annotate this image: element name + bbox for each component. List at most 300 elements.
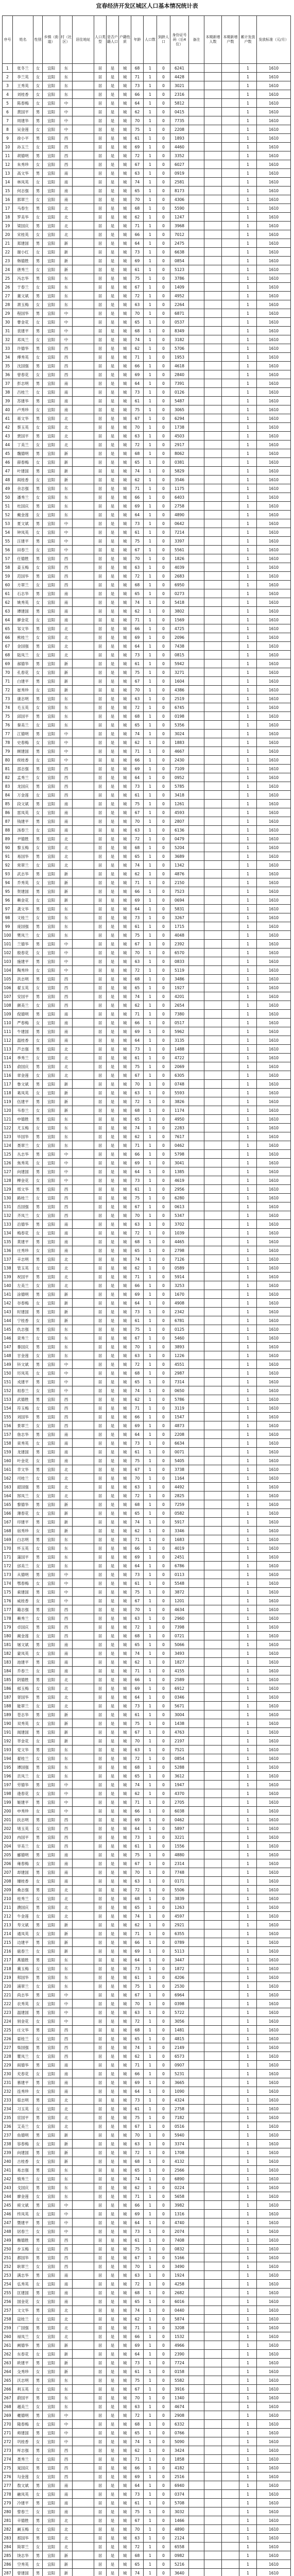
table-cell: 1 <box>239 2131 257 2140</box>
table-cell <box>189 2271 204 2280</box>
table-cell <box>189 1325 204 1334</box>
table-cell: 1 <box>239 1597 257 1605</box>
table-cell: 男 <box>33 1833 43 1842</box>
table-cell: 新 <box>60 896 73 905</box>
table-cell: 中 <box>60 1150 73 1159</box>
table-cell: 韶国强 <box>13 1483 33 1492</box>
table-cell: 男 <box>33 1693 43 1702</box>
table-cell: 66 <box>131 2070 144 2078</box>
table-cell: 0 <box>157 1632 170 1640</box>
table-cell: 0 <box>157 1456 170 1465</box>
table-cell: 是 <box>107 703 119 712</box>
table-cell <box>73 1001 94 1010</box>
table-cell: 4876 <box>170 870 189 878</box>
table-cell: 女 <box>33 563 43 572</box>
table-cell: 宜阳 <box>43 1238 60 1246</box>
table-cell: 0 <box>157 178 170 187</box>
table-cell: 是 <box>107 2324 119 2332</box>
table-cell: 男 <box>33 502 43 511</box>
table-cell <box>222 81 239 90</box>
table-cell: 城 <box>119 1010 131 1019</box>
table-cell: 城 <box>119 2113 131 2122</box>
table-cell <box>189 1360 204 1369</box>
table-cell: 城 <box>119 773 131 782</box>
table-cell <box>204 1395 222 1404</box>
table-cell: 新 <box>60 1938 73 1947</box>
table-cell: 女 <box>33 1124 43 1132</box>
table-cell: 1610 <box>257 1623 291 1632</box>
table-cell: 居 <box>94 1343 107 1351</box>
table-cell <box>204 712 222 721</box>
table-cell: 居 <box>94 2122 107 2131</box>
table-cell: 宜阳 <box>43 1027 60 1036</box>
table-cell: 城 <box>119 878 131 887</box>
table-cell: 刘国华 <box>13 1413 33 1421</box>
table-cell: 0 <box>157 1851 170 1859</box>
table-cell: 1893 <box>170 134 189 143</box>
table-row <box>3 493 291 502</box>
table-cell: 139 <box>3 1273 13 1281</box>
table-cell <box>73 73 94 81</box>
table-cell: 居 <box>94 169 107 178</box>
table-cell <box>73 721 94 730</box>
table-cell: 宜阳 <box>43 1579 60 1588</box>
table-cell: 109 <box>3 1010 13 1019</box>
table-cell: 宜阳 <box>43 1605 60 1614</box>
table-cell: 1610 <box>257 765 291 773</box>
table-cell: 1263 <box>170 1903 189 1912</box>
table-cell <box>222 1649 239 1658</box>
table-cell: 1 <box>239 1351 257 1360</box>
table-cell: 1610 <box>257 589 291 598</box>
table-row <box>3 2341 291 2350</box>
table-cell: 宜阳 <box>43 81 60 90</box>
table-cell: 1 <box>239 677 257 686</box>
table-cell: 0 <box>157 195 170 204</box>
table-cell: 是 <box>107 2183 119 2192</box>
table-cell: 0 <box>157 677 170 686</box>
table-cell: 是 <box>107 1351 119 1360</box>
table-cell: 1342 <box>170 861 189 870</box>
table-cell: 城 <box>119 248 131 257</box>
table-cell: 宜阳 <box>43 309 60 318</box>
table-cell: 男 <box>33 607 43 616</box>
table-cell <box>189 2253 204 2262</box>
table-cell: 0 <box>157 1614 170 1623</box>
table-cell: 1610 <box>257 432 291 440</box>
table-cell <box>189 1553 204 1562</box>
table-cell: 女 <box>33 2052 43 2061</box>
table-cell: 宜阳 <box>43 195 60 204</box>
table-cell: 0 <box>157 1089 170 1097</box>
table-cell: 城 <box>119 642 131 651</box>
table-cell: 姜玉梅 <box>13 563 33 572</box>
table-cell <box>204 423 222 432</box>
table-cell: 1 <box>144 2280 157 2289</box>
table-cell: 女 <box>33 2140 43 2148</box>
table-cell <box>73 1027 94 1036</box>
table-cell <box>204 861 222 870</box>
table-cell: 1 <box>239 1027 257 1036</box>
table-cell: 东 <box>60 913 73 922</box>
table-cell: 2451 <box>170 1553 189 1562</box>
table-cell <box>73 738 94 747</box>
table-cell: 西 <box>60 1421 73 1430</box>
table-cell: 宜阳 <box>43 353 60 362</box>
table-cell: 韦春兰 <box>13 1106 33 1115</box>
table-row <box>3 913 291 922</box>
table-cell: 1 <box>239 2192 257 2201</box>
table-cell: 居 <box>94 878 107 887</box>
table-cell: 城 <box>119 423 131 432</box>
table-cell: 居 <box>94 2289 107 2297</box>
table-row <box>3 2210 291 2218</box>
table-cell: 郝德华 <box>13 659 33 668</box>
table-cell: 是 <box>107 1938 119 1947</box>
table-cell <box>189 1071 204 1080</box>
table-cell: 65 <box>131 852 144 861</box>
table-cell: 是 <box>107 1062 119 1071</box>
table-row <box>3 1351 291 1360</box>
table-cell: 晏桂兰 <box>13 2035 33 2043</box>
table-cell: 是 <box>107 230 119 239</box>
table-cell: 1610 <box>257 248 291 257</box>
table-cell: 162 <box>3 1474 13 1483</box>
table-cell <box>204 773 222 782</box>
table-cell: 城 <box>119 905 131 913</box>
table-cell: 宜阳 <box>43 651 60 659</box>
table-cell: 0 <box>157 2148 170 2157</box>
table-cell: 城 <box>119 712 131 721</box>
table-cell: 1 <box>239 2140 257 2148</box>
table-cell: 5829 <box>170 467 189 476</box>
table-cell <box>204 1851 222 1859</box>
table-cell: 51 <box>3 502 13 511</box>
table-cell: 1 <box>239 931 257 940</box>
table-cell: 65 <box>131 1903 144 1912</box>
table-cell: 0815 <box>170 651 189 659</box>
table-cell <box>73 940 94 948</box>
table-cell: 是 <box>107 1290 119 1299</box>
table-cell: 申德胜 <box>13 1115 33 1124</box>
table-cell: 宜阳 <box>43 1448 60 1456</box>
table-cell: 是 <box>107 1614 119 1623</box>
table-cell <box>73 335 94 344</box>
table-cell <box>189 1868 204 1877</box>
table-cell: 宜阳 <box>43 1964 60 1973</box>
table-cell: 居 <box>94 1010 107 1019</box>
table-cell <box>204 633 222 642</box>
table-cell: 5786 <box>170 1395 189 1404</box>
table-cell <box>189 948 204 957</box>
table-cell: 西 <box>60 581 73 589</box>
table-cell: 宜阳 <box>43 1763 60 1772</box>
table-cell <box>73 405 94 414</box>
table-cell: 是 <box>107 940 119 948</box>
table-cell: 5561 <box>170 546 189 554</box>
table-cell <box>73 1159 94 1167</box>
table-cell: 居 <box>94 493 107 502</box>
table-cell: 66 <box>131 2201 144 2210</box>
table-cell: 南 <box>60 379 73 388</box>
table-cell: 1610 <box>257 1456 291 1465</box>
table-cell: 0 <box>157 572 170 581</box>
table-cell: 70 <box>131 686 144 694</box>
table-cell: 4890 <box>170 511 189 519</box>
table-cell: 1 <box>239 835 257 843</box>
table-cell <box>222 1299 239 1308</box>
table-cell: 0 <box>157 1404 170 1413</box>
table-cell: 宜阳 <box>43 1316 60 1325</box>
table-cell <box>222 1027 239 1036</box>
table-cell: 225 <box>3 2026 13 2035</box>
table-cell: 是 <box>107 1798 119 1807</box>
table-cell: 70 <box>131 116 144 125</box>
table-cell: 是 <box>107 440 119 449</box>
table-cell: 颜美兰 <box>13 1001 33 1010</box>
table-cell <box>204 362 222 370</box>
table-cell: 1610 <box>257 2043 291 2052</box>
table-cell <box>204 581 222 589</box>
table-cell <box>189 1807 204 1816</box>
table-cell: 新 <box>60 1929 73 1938</box>
table-cell: 1 <box>144 1185 157 1194</box>
table-cell: 1 <box>239 1054 257 1062</box>
table-cell: 男 <box>33 870 43 878</box>
table-cell: 女 <box>33 1001 43 1010</box>
table-cell: 1610 <box>257 458 291 467</box>
table-cell: 女 <box>33 230 43 239</box>
table-cell: 1 <box>239 1273 257 1281</box>
table-cell: 宜阳 <box>43 230 60 239</box>
table-cell: 0 <box>157 1623 170 1632</box>
table-cell: 宜阳 <box>43 1859 60 1868</box>
table-cell: 宜阳 <box>43 1001 60 1010</box>
table-cell: 1 <box>144 651 157 659</box>
table-cell <box>189 1159 204 1167</box>
table-cell: 73 <box>131 1045 144 1054</box>
table-cell: 21 <box>3 239 13 248</box>
table-cell: 74 <box>131 2306 144 2315</box>
table-cell: 宜阳 <box>43 1544 60 1553</box>
table-cell: 是 <box>107 1378 119 1386</box>
table-cell: 83 <box>3 782 13 791</box>
table-cell: 2392 <box>170 940 189 948</box>
table-cell: 是 <box>107 2131 119 2140</box>
table-cell: 66 <box>131 1413 144 1421</box>
table-cell: 宜阳 <box>43 2218 60 2227</box>
table-cell: 居 <box>94 624 107 633</box>
table-cell: 4725 <box>170 624 189 633</box>
table-row <box>3 703 291 712</box>
table-cell: 是 <box>107 1413 119 1421</box>
table-cell: 1 <box>144 1264 157 1273</box>
table-cell: 0 <box>157 143 170 151</box>
table-cell: 71 <box>131 484 144 493</box>
table-cell: 堵玉英 <box>13 1824 33 1833</box>
table-cell: 城 <box>119 274 131 283</box>
table-cell: 5671 <box>170 1702 189 1710</box>
table-cell: 城 <box>119 2052 131 2061</box>
table-cell: 居 <box>94 1115 107 1124</box>
table-cell: 宜阳 <box>43 659 60 668</box>
table-cell: 籍志强 <box>13 1605 33 1614</box>
table-cell: 1 <box>239 2096 257 2105</box>
table-cell <box>204 528 222 537</box>
table-cell <box>222 2324 239 2332</box>
table-cell: 是 <box>107 1851 119 1859</box>
table-cell: 1 <box>144 327 157 335</box>
table-cell: 城 <box>119 2061 131 2070</box>
table-cell: 城 <box>119 1036 131 1045</box>
table-cell: 城 <box>119 1745 131 1754</box>
table-cell: 1 <box>239 1964 257 1973</box>
table-cell: 是 <box>107 519 119 528</box>
table-cell <box>222 852 239 861</box>
table-cell: 女 <box>33 1054 43 1062</box>
table-cell <box>222 773 239 782</box>
table-cell: 3253 <box>170 1281 189 1290</box>
table-cell: 北 <box>60 1071 73 1080</box>
table-cell: 居 <box>94 2315 107 2324</box>
table-cell <box>189 1238 204 1246</box>
table-row <box>3 1632 291 1640</box>
table-cell <box>189 1623 204 1632</box>
table-cell: 1 <box>239 1238 257 1246</box>
table-cell <box>73 1141 94 1150</box>
table-cell: 新 <box>60 467 73 476</box>
table-cell: 居 <box>94 2341 107 2350</box>
table-cell <box>73 160 94 169</box>
table-cell: 1 <box>239 292 257 300</box>
table-cell: 庄秀珍 <box>13 1246 33 1255</box>
table-cell <box>189 1921 204 1929</box>
table-cell: 1 <box>239 335 257 344</box>
table-cell <box>204 1185 222 1194</box>
table-cell: 居 <box>94 1290 107 1299</box>
table-cell: 居 <box>94 1754 107 1763</box>
table-cell: 居 <box>94 511 107 519</box>
table-cell: 1610 <box>257 81 291 90</box>
table-cell: 0 <box>157 318 170 327</box>
table-cell: 南 <box>60 1430 73 1439</box>
table-cell <box>204 677 222 686</box>
table-cell: 0125 <box>170 1325 189 1334</box>
table-cell: 中 <box>60 116 73 125</box>
table-cell: 北 <box>60 432 73 440</box>
table-cell: 城 <box>119 64 131 73</box>
table-cell: 居 <box>94 581 107 589</box>
table-cell <box>73 1973 94 1982</box>
table-cell <box>73 449 94 458</box>
table-cell: 城 <box>119 1150 131 1159</box>
table-cell: 宜阳 <box>43 1150 60 1159</box>
table-cell: 居 <box>94 1789 107 1798</box>
table-cell <box>73 397 94 405</box>
table-cell: 居 <box>94 213 107 222</box>
table-cell <box>204 659 222 668</box>
table-cell <box>204 195 222 204</box>
table-cell: 城 <box>119 257 131 265</box>
table-cell <box>204 502 222 511</box>
table-cell: 是 <box>107 2017 119 2026</box>
table-cell <box>222 1343 239 1351</box>
table-cell: 城 <box>119 1019 131 1027</box>
table-cell <box>73 1816 94 1824</box>
table-cell: 2705 <box>170 1798 189 1807</box>
table-cell: 是 <box>107 1255 119 1264</box>
table-cell: 能翠兰 <box>13 1702 33 1710</box>
table-cell <box>189 257 204 265</box>
table-cell: 1 <box>239 213 257 222</box>
table-cell: 西 <box>60 791 73 800</box>
table-cell: 女 <box>33 1194 43 1202</box>
table-cell: 1610 <box>257 1964 291 1973</box>
table-cell <box>189 1097 204 1106</box>
table-cell: 1 <box>239 1973 257 1982</box>
table-cell: 1 <box>239 160 257 169</box>
table-cell <box>204 2008 222 2017</box>
table-cell <box>204 817 222 826</box>
table-cell: 宜阳 <box>43 283 60 292</box>
table-cell: 城 <box>119 694 131 703</box>
table-cell: 1 <box>239 484 257 493</box>
table-cell: 东 <box>60 484 73 493</box>
table-cell: 蔡玉英 <box>13 423 33 432</box>
table-cell: 是 <box>107 1824 119 1833</box>
table-cell: 宜阳 <box>43 1080 60 1089</box>
table-cell: 是 <box>107 2175 119 2183</box>
table-cell <box>222 1816 239 1824</box>
table-cell <box>204 2332 222 2341</box>
table-cell: 女 <box>33 1019 43 1027</box>
table-cell: 男 <box>33 1115 43 1124</box>
table-cell: 213 <box>3 1921 13 1929</box>
table-cell: 新 <box>60 2350 73 2359</box>
table-row <box>3 2262 291 2271</box>
table-cell: 1 <box>239 2061 257 2070</box>
table-cell <box>222 423 239 432</box>
table-cell: 200 <box>3 1807 13 1816</box>
table-cell: 居 <box>94 1710 107 1719</box>
table-cell: 4386 <box>170 686 189 694</box>
table-cell: 1610 <box>257 1675 291 1684</box>
table-cell: 宜阳 <box>43 694 60 703</box>
table-cell: 1 <box>144 773 157 782</box>
table-cell: 1 <box>239 1316 257 1325</box>
table-cell <box>222 554 239 563</box>
table-cell: 北 <box>60 843 73 852</box>
table-row <box>3 800 291 808</box>
table-cell: 宜阳 <box>43 800 60 808</box>
table-cell: 1 <box>144 2192 157 2201</box>
table-cell: 赖秀兰 <box>13 1614 33 1623</box>
table-cell <box>222 782 239 791</box>
table-cell: 1610 <box>257 1132 291 1141</box>
table-cell: 0 <box>157 2341 170 2350</box>
table-cell: 74 <box>131 1649 144 1658</box>
table-cell <box>189 1430 204 1439</box>
table-cell: 居 <box>94 362 107 370</box>
table-cell: 70 <box>131 1343 144 1351</box>
table-cell <box>204 1106 222 1115</box>
table-cell: 1 <box>239 2280 257 2289</box>
table-row <box>3 458 291 467</box>
column-header: 本期新增户数 <box>222 16 239 64</box>
table-cell: 城 <box>119 2140 131 2148</box>
table-cell: 宜阳 <box>43 2035 60 2043</box>
table-cell <box>189 738 204 747</box>
